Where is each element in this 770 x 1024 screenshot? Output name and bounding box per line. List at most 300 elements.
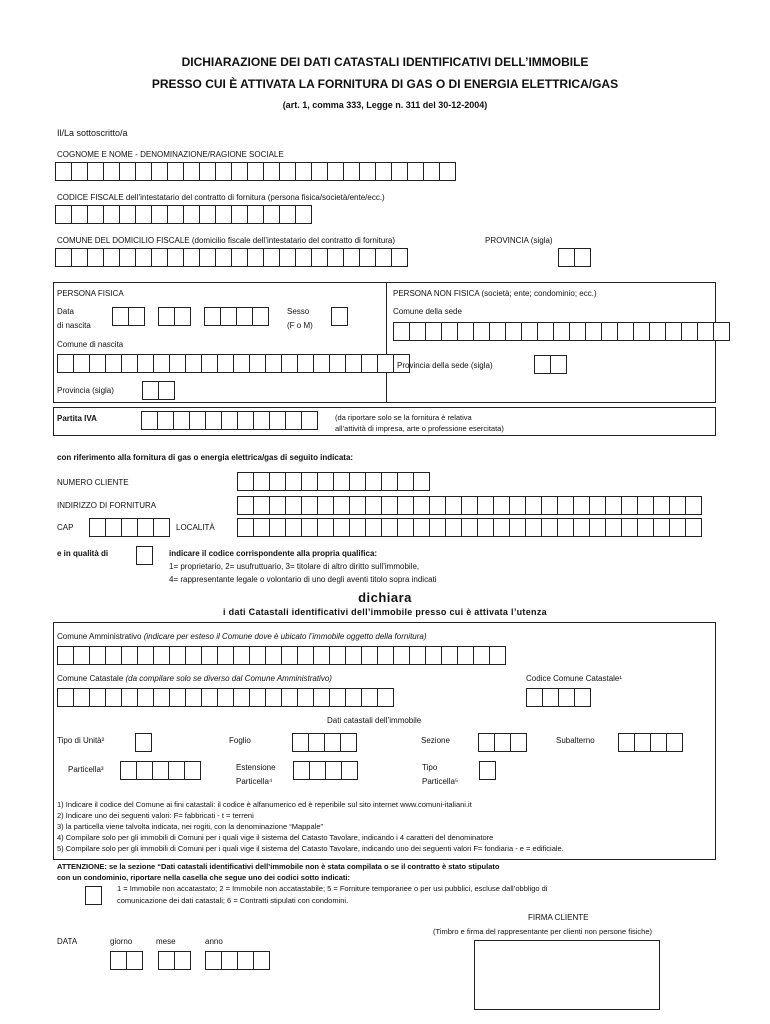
char-box[interactable] bbox=[381, 518, 398, 537]
char-box[interactable] bbox=[345, 354, 362, 373]
char-box[interactable] bbox=[311, 162, 328, 181]
char-box[interactable] bbox=[461, 496, 478, 515]
char-box[interactable] bbox=[313, 646, 330, 665]
char-box[interactable] bbox=[263, 162, 280, 181]
char-box[interactable] bbox=[295, 162, 312, 181]
char-box[interactable] bbox=[557, 496, 574, 515]
char-box[interactable] bbox=[137, 354, 154, 373]
char-box[interactable] bbox=[169, 646, 186, 665]
signature-box[interactable] bbox=[474, 940, 660, 1010]
char-box[interactable] bbox=[153, 688, 170, 707]
customer-number-field[interactable] bbox=[237, 472, 429, 490]
char-box[interactable] bbox=[542, 688, 559, 707]
char-box[interactable] bbox=[574, 248, 591, 267]
char-box[interactable] bbox=[697, 322, 714, 341]
char-box[interactable] bbox=[158, 307, 175, 326]
char-box[interactable] bbox=[220, 307, 237, 326]
char-box[interactable] bbox=[397, 518, 414, 537]
char-box[interactable] bbox=[653, 496, 670, 515]
char-box[interactable] bbox=[184, 761, 201, 780]
char-box[interactable] bbox=[185, 688, 202, 707]
char-box[interactable] bbox=[493, 518, 510, 537]
estensione-field[interactable] bbox=[293, 761, 357, 779]
char-box[interactable] bbox=[361, 688, 378, 707]
char-box[interactable] bbox=[324, 733, 341, 752]
char-box[interactable] bbox=[341, 761, 358, 780]
char-box[interactable] bbox=[151, 248, 168, 267]
char-box[interactable] bbox=[73, 354, 90, 373]
char-box[interactable] bbox=[237, 411, 254, 430]
sezione-field[interactable] bbox=[478, 733, 526, 751]
char-box[interactable] bbox=[135, 162, 152, 181]
char-box[interactable] bbox=[331, 307, 348, 326]
char-box[interactable] bbox=[391, 162, 408, 181]
char-box[interactable] bbox=[493, 496, 510, 515]
char-box[interactable] bbox=[525, 518, 542, 537]
char-box[interactable] bbox=[167, 248, 184, 267]
char-box[interactable] bbox=[237, 496, 254, 515]
char-box[interactable] bbox=[666, 733, 683, 752]
char-box[interactable] bbox=[297, 646, 314, 665]
char-box[interactable] bbox=[345, 646, 362, 665]
char-box[interactable] bbox=[461, 518, 478, 537]
char-box[interactable] bbox=[279, 162, 296, 181]
char-box[interactable] bbox=[185, 646, 202, 665]
char-box[interactable] bbox=[637, 518, 654, 537]
char-box[interactable] bbox=[340, 733, 357, 752]
char-box[interactable] bbox=[633, 322, 650, 341]
sede-comune-field[interactable] bbox=[393, 322, 729, 340]
char-box[interactable] bbox=[89, 518, 106, 537]
char-box[interactable] bbox=[479, 761, 496, 780]
char-box[interactable] bbox=[327, 162, 344, 181]
fiscal-provincia-field[interactable] bbox=[558, 248, 590, 266]
char-box[interactable] bbox=[669, 518, 686, 537]
char-box[interactable] bbox=[158, 951, 175, 970]
char-box[interactable] bbox=[510, 733, 527, 752]
char-box[interactable] bbox=[534, 355, 551, 374]
char-box[interactable] bbox=[653, 518, 670, 537]
char-box[interactable] bbox=[292, 733, 309, 752]
char-box[interactable] bbox=[441, 646, 458, 665]
char-box[interactable] bbox=[425, 322, 442, 341]
char-box[interactable] bbox=[205, 951, 222, 970]
char-box[interactable] bbox=[236, 307, 253, 326]
tipo-unita-field[interactable] bbox=[135, 733, 151, 751]
char-box[interactable] bbox=[311, 248, 328, 267]
char-box[interactable] bbox=[333, 518, 350, 537]
char-box[interactable] bbox=[57, 354, 74, 373]
char-box[interactable] bbox=[189, 411, 206, 430]
char-box[interactable] bbox=[429, 496, 446, 515]
char-box[interactable] bbox=[247, 162, 264, 181]
char-box[interactable] bbox=[231, 162, 248, 181]
codice-catastale-field[interactable] bbox=[526, 688, 590, 706]
char-box[interactable] bbox=[121, 354, 138, 373]
char-box[interactable] bbox=[525, 496, 542, 515]
char-box[interactable] bbox=[105, 688, 122, 707]
char-box[interactable] bbox=[541, 518, 558, 537]
char-box[interactable] bbox=[365, 518, 382, 537]
comune-amministrativo-field[interactable] bbox=[57, 646, 505, 664]
char-box[interactable] bbox=[169, 688, 186, 707]
char-box[interactable] bbox=[204, 307, 221, 326]
char-box[interactable] bbox=[293, 761, 310, 780]
char-box[interactable] bbox=[126, 951, 143, 970]
char-box[interactable] bbox=[237, 951, 254, 970]
char-box[interactable] bbox=[569, 322, 586, 341]
char-box[interactable] bbox=[333, 496, 350, 515]
char-box[interactable] bbox=[253, 411, 270, 430]
char-box[interactable] bbox=[173, 411, 190, 430]
char-box[interactable] bbox=[585, 322, 602, 341]
char-box[interactable] bbox=[297, 688, 314, 707]
char-box[interactable] bbox=[359, 162, 376, 181]
char-box[interactable] bbox=[85, 886, 102, 905]
char-box[interactable] bbox=[377, 354, 394, 373]
char-box[interactable] bbox=[265, 354, 282, 373]
char-box[interactable] bbox=[308, 733, 325, 752]
char-box[interactable] bbox=[285, 496, 302, 515]
char-box[interactable] bbox=[152, 761, 169, 780]
char-box[interactable] bbox=[605, 496, 622, 515]
particella-field[interactable] bbox=[120, 761, 200, 779]
char-box[interactable] bbox=[237, 518, 254, 537]
char-box[interactable] bbox=[231, 248, 248, 267]
char-box[interactable] bbox=[112, 307, 129, 326]
char-box[interactable] bbox=[457, 646, 474, 665]
char-box[interactable] bbox=[377, 646, 394, 665]
char-box[interactable] bbox=[329, 354, 346, 373]
sede-provincia-field[interactable] bbox=[534, 355, 566, 373]
char-box[interactable] bbox=[281, 688, 298, 707]
char-box[interactable] bbox=[381, 496, 398, 515]
char-box[interactable] bbox=[281, 646, 298, 665]
char-box[interactable] bbox=[137, 688, 154, 707]
char-box[interactable] bbox=[215, 162, 232, 181]
char-box[interactable] bbox=[557, 518, 574, 537]
char-box[interactable] bbox=[423, 162, 440, 181]
char-box[interactable] bbox=[55, 248, 72, 267]
char-box[interactable] bbox=[253, 496, 270, 515]
char-box[interactable] bbox=[168, 761, 185, 780]
char-box[interactable] bbox=[685, 496, 702, 515]
char-box[interactable] bbox=[151, 162, 168, 181]
char-box[interactable] bbox=[558, 688, 575, 707]
char-box[interactable] bbox=[135, 248, 152, 267]
char-box[interactable] bbox=[201, 646, 218, 665]
char-box[interactable] bbox=[137, 518, 154, 537]
char-box[interactable] bbox=[445, 496, 462, 515]
char-box[interactable] bbox=[413, 496, 430, 515]
char-box[interactable] bbox=[233, 354, 250, 373]
char-box[interactable] bbox=[439, 162, 456, 181]
char-box[interactable] bbox=[263, 248, 280, 267]
char-box[interactable] bbox=[457, 322, 474, 341]
subalterno-field[interactable] bbox=[618, 733, 682, 751]
char-box[interactable] bbox=[89, 646, 106, 665]
char-box[interactable] bbox=[265, 646, 282, 665]
char-box[interactable] bbox=[605, 518, 622, 537]
birth-provincia-field[interactable] bbox=[142, 381, 174, 399]
char-box[interactable] bbox=[550, 355, 567, 374]
char-box[interactable] bbox=[285, 411, 302, 430]
char-box[interactable] bbox=[252, 307, 269, 326]
char-box[interactable] bbox=[393, 646, 410, 665]
char-box[interactable] bbox=[409, 322, 426, 341]
char-box[interactable] bbox=[621, 518, 638, 537]
char-box[interactable] bbox=[413, 472, 430, 491]
sex-field[interactable] bbox=[331, 307, 347, 325]
char-box[interactable] bbox=[573, 518, 590, 537]
foglio-field[interactable] bbox=[292, 733, 356, 751]
char-box[interactable] bbox=[425, 646, 442, 665]
char-box[interactable] bbox=[158, 381, 175, 400]
char-box[interactable] bbox=[253, 951, 270, 970]
char-box[interactable] bbox=[391, 248, 408, 267]
char-box[interactable] bbox=[301, 496, 318, 515]
char-box[interactable] bbox=[110, 951, 127, 970]
char-box[interactable] bbox=[71, 248, 88, 267]
char-box[interactable] bbox=[521, 322, 538, 341]
char-box[interactable] bbox=[121, 646, 138, 665]
char-box[interactable] bbox=[247, 205, 264, 224]
char-box[interactable] bbox=[589, 518, 606, 537]
comune-catastale-field[interactable] bbox=[57, 688, 393, 706]
char-box[interactable] bbox=[478, 733, 495, 752]
birth-year-field[interactable] bbox=[204, 307, 268, 325]
char-box[interactable] bbox=[365, 472, 382, 491]
char-box[interactable] bbox=[128, 307, 145, 326]
char-box[interactable] bbox=[477, 518, 494, 537]
char-box[interactable] bbox=[265, 688, 282, 707]
cap-field[interactable] bbox=[89, 518, 169, 536]
char-box[interactable] bbox=[121, 518, 138, 537]
char-box[interactable] bbox=[325, 761, 342, 780]
date-year-field[interactable] bbox=[205, 951, 269, 969]
char-box[interactable] bbox=[119, 162, 136, 181]
char-box[interactable] bbox=[494, 733, 511, 752]
char-box[interactable] bbox=[105, 354, 122, 373]
char-box[interactable] bbox=[119, 248, 136, 267]
char-box[interactable] bbox=[249, 354, 266, 373]
char-box[interactable] bbox=[247, 248, 264, 267]
date-day-field[interactable] bbox=[110, 951, 142, 969]
char-box[interactable] bbox=[263, 205, 280, 224]
char-box[interactable] bbox=[649, 322, 666, 341]
char-box[interactable] bbox=[73, 688, 90, 707]
char-box[interactable] bbox=[153, 518, 170, 537]
char-box[interactable] bbox=[215, 205, 232, 224]
char-box[interactable] bbox=[103, 205, 120, 224]
char-box[interactable] bbox=[441, 322, 458, 341]
char-box[interactable] bbox=[269, 496, 286, 515]
char-box[interactable] bbox=[375, 162, 392, 181]
date-month-field[interactable] bbox=[158, 951, 190, 969]
char-box[interactable] bbox=[269, 472, 286, 491]
char-box[interactable] bbox=[397, 472, 414, 491]
char-box[interactable] bbox=[329, 646, 346, 665]
char-box[interactable] bbox=[650, 733, 667, 752]
char-box[interactable] bbox=[217, 354, 234, 373]
char-box[interactable] bbox=[445, 518, 462, 537]
char-box[interactable] bbox=[489, 646, 506, 665]
char-box[interactable] bbox=[665, 322, 682, 341]
char-box[interactable] bbox=[253, 518, 270, 537]
char-box[interactable] bbox=[55, 162, 72, 181]
char-box[interactable] bbox=[231, 205, 248, 224]
char-box[interactable] bbox=[249, 646, 266, 665]
char-box[interactable] bbox=[71, 205, 88, 224]
char-box[interactable] bbox=[269, 411, 286, 430]
char-box[interactable] bbox=[526, 688, 543, 707]
char-box[interactable] bbox=[57, 688, 74, 707]
char-box[interactable] bbox=[185, 354, 202, 373]
char-box[interactable] bbox=[281, 354, 298, 373]
char-box[interactable] bbox=[361, 646, 378, 665]
char-box[interactable] bbox=[349, 518, 366, 537]
name-field[interactable] bbox=[55, 162, 455, 180]
supply-address-field[interactable] bbox=[237, 496, 701, 514]
char-box[interactable] bbox=[621, 496, 638, 515]
char-box[interactable] bbox=[409, 646, 426, 665]
char-box[interactable] bbox=[327, 248, 344, 267]
char-box[interactable] bbox=[393, 322, 410, 341]
char-box[interactable] bbox=[233, 646, 250, 665]
char-box[interactable] bbox=[103, 162, 120, 181]
char-box[interactable] bbox=[136, 546, 153, 565]
char-box[interactable] bbox=[505, 322, 522, 341]
char-box[interactable] bbox=[199, 162, 216, 181]
char-box[interactable] bbox=[477, 496, 494, 515]
char-box[interactable] bbox=[136, 761, 153, 780]
char-box[interactable] bbox=[205, 411, 222, 430]
char-box[interactable] bbox=[669, 496, 686, 515]
char-box[interactable] bbox=[73, 646, 90, 665]
char-box[interactable] bbox=[574, 688, 591, 707]
char-box[interactable] bbox=[713, 322, 730, 341]
char-box[interactable] bbox=[297, 354, 314, 373]
char-box[interactable] bbox=[407, 162, 424, 181]
char-box[interactable] bbox=[137, 646, 154, 665]
char-box[interactable] bbox=[151, 205, 168, 224]
char-box[interactable] bbox=[573, 496, 590, 515]
char-box[interactable] bbox=[681, 322, 698, 341]
char-box[interactable] bbox=[634, 733, 651, 752]
char-box[interactable] bbox=[221, 411, 238, 430]
char-box[interactable] bbox=[199, 205, 216, 224]
char-box[interactable] bbox=[685, 518, 702, 537]
char-box[interactable] bbox=[343, 162, 360, 181]
char-box[interactable] bbox=[285, 472, 302, 491]
char-box[interactable] bbox=[295, 248, 312, 267]
char-box[interactable] bbox=[142, 381, 159, 400]
char-box[interactable] bbox=[429, 518, 446, 537]
char-box[interactable] bbox=[183, 248, 200, 267]
char-box[interactable] bbox=[509, 496, 526, 515]
char-box[interactable] bbox=[349, 472, 366, 491]
char-box[interactable] bbox=[313, 354, 330, 373]
char-box[interactable] bbox=[215, 248, 232, 267]
char-box[interactable] bbox=[365, 496, 382, 515]
char-box[interactable] bbox=[121, 688, 138, 707]
char-box[interactable] bbox=[217, 646, 234, 665]
char-box[interactable] bbox=[167, 162, 184, 181]
char-box[interactable] bbox=[329, 688, 346, 707]
char-box[interactable] bbox=[253, 472, 270, 491]
char-box[interactable] bbox=[309, 761, 326, 780]
char-box[interactable] bbox=[87, 162, 104, 181]
char-box[interactable] bbox=[317, 518, 334, 537]
char-box[interactable] bbox=[377, 688, 394, 707]
char-box[interactable] bbox=[174, 307, 191, 326]
char-box[interactable] bbox=[157, 411, 174, 430]
qualita-field[interactable] bbox=[136, 546, 152, 564]
char-box[interactable] bbox=[343, 248, 360, 267]
char-box[interactable] bbox=[269, 518, 286, 537]
fiscal-comune-field[interactable] bbox=[55, 248, 407, 266]
char-box[interactable] bbox=[89, 354, 106, 373]
char-box[interactable] bbox=[119, 205, 136, 224]
char-box[interactable] bbox=[473, 322, 490, 341]
attenzione-code-field[interactable] bbox=[85, 886, 101, 904]
char-box[interactable] bbox=[201, 688, 218, 707]
char-box[interactable] bbox=[57, 646, 74, 665]
char-box[interactable] bbox=[279, 248, 296, 267]
localita-field[interactable] bbox=[237, 518, 701, 536]
char-box[interactable] bbox=[135, 733, 152, 752]
char-box[interactable] bbox=[537, 322, 554, 341]
char-box[interactable] bbox=[301, 411, 318, 430]
char-box[interactable] bbox=[345, 688, 362, 707]
char-box[interactable] bbox=[381, 472, 398, 491]
partita-iva-field[interactable] bbox=[141, 411, 317, 429]
char-box[interactable] bbox=[301, 518, 318, 537]
char-box[interactable] bbox=[349, 496, 366, 515]
char-box[interactable] bbox=[553, 322, 570, 341]
char-box[interactable] bbox=[169, 354, 186, 373]
char-box[interactable] bbox=[87, 248, 104, 267]
char-box[interactable] bbox=[361, 354, 378, 373]
char-box[interactable] bbox=[359, 248, 376, 267]
char-box[interactable] bbox=[135, 205, 152, 224]
char-box[interactable] bbox=[317, 472, 334, 491]
char-box[interactable] bbox=[55, 205, 72, 224]
char-box[interactable] bbox=[141, 411, 158, 430]
char-box[interactable] bbox=[375, 248, 392, 267]
char-box[interactable] bbox=[601, 322, 618, 341]
birth-comune-field[interactable] bbox=[57, 354, 409, 372]
char-box[interactable] bbox=[105, 646, 122, 665]
char-box[interactable] bbox=[221, 951, 238, 970]
char-box[interactable] bbox=[413, 518, 430, 537]
char-box[interactable] bbox=[589, 496, 606, 515]
char-box[interactable] bbox=[153, 646, 170, 665]
char-box[interactable] bbox=[473, 646, 490, 665]
char-box[interactable] bbox=[618, 733, 635, 752]
char-box[interactable] bbox=[233, 688, 250, 707]
birth-day-field[interactable] bbox=[112, 307, 144, 325]
char-box[interactable] bbox=[217, 688, 234, 707]
char-box[interactable] bbox=[120, 761, 137, 780]
char-box[interactable] bbox=[199, 248, 216, 267]
char-box[interactable] bbox=[279, 205, 296, 224]
char-box[interactable] bbox=[333, 472, 350, 491]
char-box[interactable] bbox=[317, 496, 334, 515]
char-box[interactable] bbox=[313, 688, 330, 707]
char-box[interactable] bbox=[103, 248, 120, 267]
birth-month-field[interactable] bbox=[158, 307, 190, 325]
